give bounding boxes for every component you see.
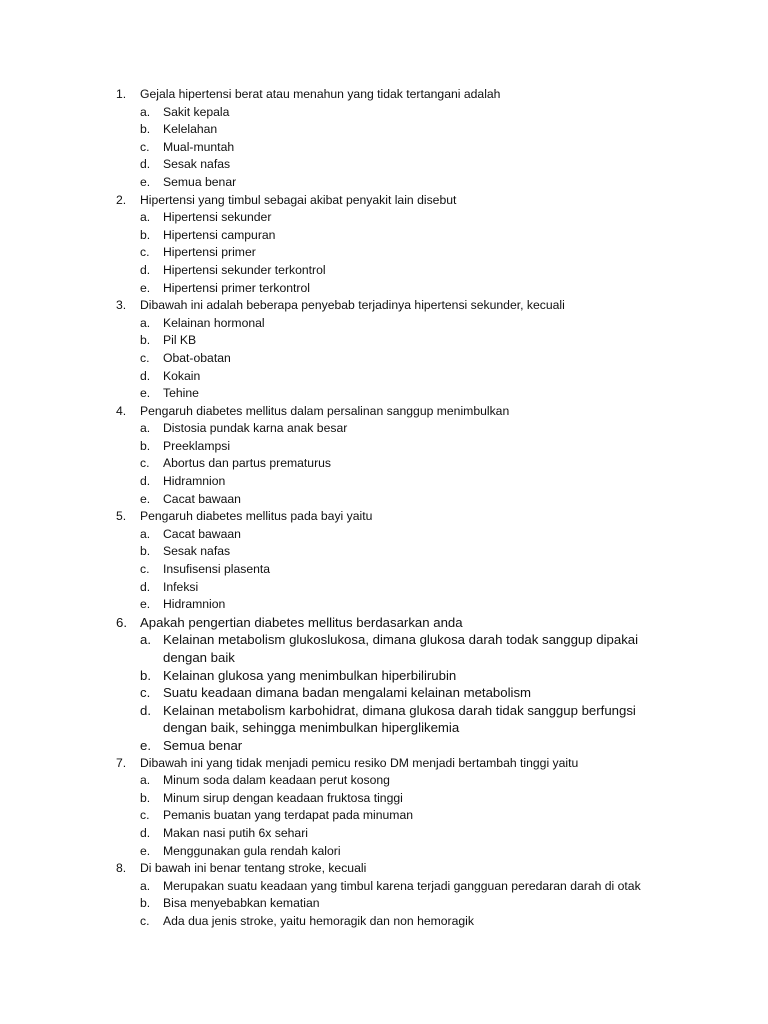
question-item [0,297,768,403]
option-text: Sesak nafas [163,544,231,559]
answer-option [0,737,683,755]
option-letter: a. [140,526,151,541]
question-number: 7. [116,755,127,770]
answer-option [0,350,768,368]
option-text: Merupakan suatu keadaan yang timbul karena terjadi gangguan peredaran darah di otak [163,878,641,893]
option-letter: e. [140,280,151,295]
option-letter: d. [140,368,151,383]
question-number: 3. [116,298,127,313]
question-item [0,403,768,509]
option-letter: e. [140,737,151,753]
option-text: Pemanis buatan yang terdapat pada minuman [163,808,414,823]
answer-option [0,702,683,737]
option-list [0,420,768,508]
option-letter: b. [140,544,151,559]
answer-option [0,561,768,579]
option-letter: c. [140,562,150,577]
answer-option [0,596,768,614]
question-line [0,860,768,878]
answer-option [0,438,768,456]
option-letter: b. [140,438,151,453]
option-letter: b. [140,896,151,911]
option-text: Infeksi [163,579,199,594]
option-letter: b. [140,227,151,242]
question-number: 4. [116,403,127,418]
option-text: Kelainan hormonal [163,315,265,330]
option-list [0,631,768,754]
option-letter: c. [140,808,150,823]
question-line [0,403,768,421]
answer-option [0,790,768,808]
question-text: Apakah pengertian diabetes mellitus berdasarkan anda [140,614,463,630]
question-line [0,192,768,210]
option-letter: e. [140,843,151,858]
question-line [0,86,768,104]
option-text: Semua benar [163,174,237,189]
question-number: 6. [116,614,127,630]
option-list [0,526,768,614]
answer-option [0,332,768,350]
option-text: Kelainan metabolism glukoslukosa, dimana glukosa darah todak sanggup dipakai dengan baik [163,632,639,665]
answer-option [0,684,683,702]
option-letter: e. [140,491,151,506]
answer-option [0,368,768,386]
option-text: Ada dua jenis stroke, yaitu hemoragik dan non hemoragik [163,913,474,928]
option-letter: c. [140,350,150,365]
answer-option [0,139,768,157]
option-text: Suatu keadaan dimana badan mengalami kelainan metabolism [163,685,532,701]
question-number: 5. [116,509,127,524]
answer-option [0,579,768,597]
question-text: Pengaruh diabetes mellitus dalam persalinan sanggup menimbulkan [140,403,510,418]
answer-option [0,543,768,561]
question-item [0,614,768,755]
question-text: Hipertensi yang timbul sebagai akibat penyakit lain disebut [140,192,457,207]
answer-option [0,156,768,174]
option-letter: a. [140,632,151,648]
option-letter: a. [140,421,151,436]
option-letter: e. [140,386,151,401]
option-text: Hipertensi primer [163,245,256,260]
question-line [0,297,768,315]
answer-option [0,772,768,790]
answer-option [0,385,768,403]
question-list [0,86,768,931]
answer-option [0,843,768,861]
answer-option [0,174,768,192]
question-item [0,508,768,614]
option-list [0,878,768,931]
option-text: Menggunakan gula rendah kalori [163,843,341,858]
option-letter: b. [140,333,151,348]
answer-option [0,227,768,245]
answer-option [0,491,768,509]
option-text: Hipertensi primer terkontrol [163,280,310,295]
answer-option [0,455,768,473]
option-letter: c. [140,245,150,260]
answer-option [0,473,768,491]
answer-option [0,526,768,544]
option-letter: b. [140,790,151,805]
question-text: Dibawah ini yang tidak menjadi pemicu resiko DM menjadi bertambah tinggi yaitu [140,755,579,770]
option-letter: c. [140,139,150,154]
option-text: Hipertensi sekunder [163,210,272,225]
option-text: Kelainan metabolism karbohidrat, dimana glukosa darah tidak sanggup berfungsi dengan baik, sehingga menimbulkan hiperglikemia [163,702,636,736]
option-letter: a. [140,104,151,119]
answer-option [0,895,768,913]
question-item [0,192,768,298]
option-letter: d. [140,474,151,489]
question-number: 1. [116,87,127,101]
question-number: 8. [116,861,127,876]
answer-option [0,209,768,227]
option-list [0,315,768,403]
question-item [0,755,768,861]
question-item [0,86,768,192]
answer-option [0,121,768,139]
question-item [0,860,768,930]
question-text: Pengaruh diabetes mellitus pada bayi yaitu [140,509,373,524]
answer-option [0,280,768,298]
answer-option [0,807,768,825]
option-list [0,772,768,860]
option-text: Obat-obatan [163,350,231,365]
answer-option [0,104,768,122]
question-text: Gejala hipertensi berat atau menahun yang tidak tertangani adalah [140,87,501,101]
option-text: Kelainan glukosa yang menimbulkan hiperbilirubin [163,667,457,683]
option-text: Pil KB [163,333,197,348]
option-letter: a. [140,878,151,893]
option-letter: b. [140,122,151,137]
option-text: Makan nasi putih 6x sehari [163,825,308,840]
option-text: Mual-muntah [163,139,235,154]
option-letter: e. [140,597,151,612]
option-text: Sakit kepala [163,104,230,119]
answer-option [0,913,768,931]
option-letter: d. [140,579,151,594]
option-text: Hidramnion [163,474,226,489]
option-letter: d. [140,262,151,277]
option-list [0,209,768,297]
option-letter: b. [140,667,151,683]
answer-option [0,631,683,666]
option-text: Hipertensi campuran [163,227,276,242]
option-letter: d. [140,825,151,840]
question-line [0,508,768,526]
option-letter: e. [140,174,151,189]
question-line [0,614,768,632]
answer-option [0,667,683,685]
option-letter: c. [140,913,150,928]
option-text: Minum sirup dengan keadaan fruktosa tinggi [163,790,403,805]
option-letter: d. [140,157,151,172]
option-list [0,104,768,192]
option-text: Tehine [163,386,199,401]
option-text: Hipertensi sekunder terkontrol [163,262,326,277]
option-text: Bisa menyebabkan kematian [163,896,320,911]
option-text: Minum soda dalam keadaan perut kosong [163,773,390,788]
answer-option [0,825,768,843]
option-text: Sesak nafas [163,157,231,172]
option-text: Preeklampsi [163,438,231,453]
option-letter: d. [140,702,151,718]
option-letter: c. [140,685,151,701]
option-text: Semua benar [163,737,243,753]
option-text: Kokain [163,368,201,383]
question-number: 2. [116,192,127,207]
question-text: Di bawah ini benar tentang stroke, kecuali [140,861,367,876]
option-text: Abortus dan partus prematurus [163,456,332,471]
answer-option [0,315,768,333]
answer-option [0,262,768,280]
question-line [0,755,768,773]
option-letter: a. [140,773,151,788]
answer-option [0,878,768,896]
option-letter: a. [140,210,151,225]
option-text: Insufisensi plasenta [163,562,271,577]
option-text: Kelelahan [163,122,218,137]
option-letter: a. [140,315,151,330]
answer-option [0,244,768,262]
answer-option [0,420,768,438]
question-text: Dibawah ini adalah beberapa penyebab terjadinya hipertensi sekunder, kecuali [140,298,565,313]
option-text: Hidramnion [163,597,226,612]
option-text: Cacat bawaan [163,491,241,506]
option-text: Distosia pundak karna anak besar [163,421,348,436]
option-letter: c. [140,456,150,471]
option-text: Cacat bawaan [163,526,241,541]
